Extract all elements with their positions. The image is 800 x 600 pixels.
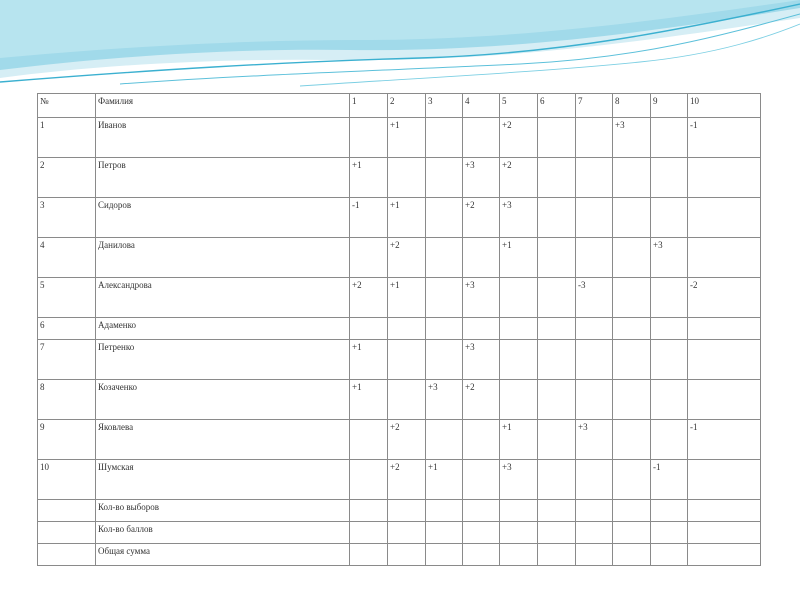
surname-cell: Данилова [96,238,350,278]
score-cell-10 [688,460,761,500]
score-cell-7 [576,158,613,198]
score-cell-7: -3 [576,278,613,318]
score-cell-8 [613,238,651,278]
score-cell-10 [688,500,761,522]
score-cell-9 [651,278,688,318]
score-cell-6 [538,278,576,318]
score-cell-5: +1 [500,420,538,460]
score-cell-6 [538,238,576,278]
score-cell-9 [651,544,688,566]
score-cell-8 [613,522,651,544]
score-cell-2: +1 [388,198,426,238]
score-cell-3 [426,544,463,566]
decorative-wave-header [0,0,800,95]
row-number-cell: 4 [38,238,96,278]
score-cell-8 [613,278,651,318]
surname-cell: Александрова [96,278,350,318]
score-cell-1 [350,420,388,460]
score-cell-2: +2 [388,420,426,460]
table-row [38,340,761,380]
score-cell-4 [463,318,500,340]
score-cell-2: +2 [388,238,426,278]
score-cell-3 [426,198,463,238]
surname-cell: Петров [96,158,350,198]
score-cell-4 [463,118,500,158]
score-cell-2: +1 [388,118,426,158]
surname-cell: Шумская [96,460,350,500]
score-cell-1 [350,500,388,522]
score-cell-9: -1 [651,460,688,500]
score-cell-4: +2 [463,380,500,420]
score-cell-3 [426,318,463,340]
row-number-cell [38,544,96,566]
score-cell-5 [500,500,538,522]
score-cell-9 [651,158,688,198]
table-row [38,158,761,198]
score-cell-6 [538,318,576,340]
table-footer-row [38,500,761,522]
score-cell-1 [350,522,388,544]
row-number-cell [38,522,96,544]
surname-cell: Адаменко [96,318,350,340]
score-cell-4 [463,420,500,460]
score-cell-10 [688,522,761,544]
score-cell-7 [576,522,613,544]
score-cell-10 [688,318,761,340]
score-cell-8 [613,340,651,380]
score-cell-3: +3 [426,380,463,420]
score-cell-8 [613,158,651,198]
header-cell: 1 [350,94,388,118]
score-cell-4 [463,460,500,500]
scores-table [37,93,761,566]
score-cell-6 [538,500,576,522]
score-cell-2 [388,340,426,380]
score-cell-4 [463,544,500,566]
score-cell-1: +2 [350,278,388,318]
score-cell-4: +2 [463,198,500,238]
header-cell: 5 [500,94,538,118]
score-cell-6 [538,380,576,420]
table-footer-row [38,522,761,544]
score-cell-4 [463,500,500,522]
table-header-row [38,94,761,118]
score-cell-10: -2 [688,278,761,318]
row-number-cell: 6 [38,318,96,340]
score-cell-4: +3 [463,278,500,318]
score-cell-6 [538,522,576,544]
score-cell-6 [538,420,576,460]
score-cell-10 [688,544,761,566]
score-cell-5: +2 [500,158,538,198]
score-cell-2: +1 [388,278,426,318]
row-number-cell: 3 [38,198,96,238]
score-cell-8 [613,420,651,460]
score-cell-9 [651,318,688,340]
score-cell-1: +1 [350,158,388,198]
score-cell-1 [350,544,388,566]
score-cell-1 [350,460,388,500]
score-cell-5 [500,522,538,544]
score-cell-5: +3 [500,460,538,500]
score-cell-3 [426,420,463,460]
score-cell-9 [651,340,688,380]
score-cell-7 [576,118,613,158]
score-cell-6 [538,460,576,500]
score-cell-4 [463,522,500,544]
surname-cell: Петренко [96,340,350,380]
score-cell-9 [651,118,688,158]
header-cell: 2 [388,94,426,118]
score-cell-5 [500,318,538,340]
score-cell-8 [613,380,651,420]
header-cell: 9 [651,94,688,118]
surname-cell: Общая сумма [96,544,350,566]
score-cell-4: +3 [463,158,500,198]
score-cell-9: +3 [651,238,688,278]
table-row [38,198,761,238]
score-cell-6 [538,158,576,198]
surname-cell: Кол-во баллов [96,522,350,544]
score-cell-2 [388,522,426,544]
table-footer-row [38,544,761,566]
table-row [38,238,761,278]
score-cell-10 [688,238,761,278]
table-row [38,318,761,340]
score-cell-8 [613,198,651,238]
score-cell-7: +3 [576,420,613,460]
score-cell-2 [388,318,426,340]
score-cell-4 [463,238,500,278]
surname-cell: Яковлева [96,420,350,460]
score-cell-3 [426,238,463,278]
score-cell-4: +3 [463,340,500,380]
surname-cell: Сидоров [96,198,350,238]
score-cell-2 [388,158,426,198]
score-cell-8 [613,460,651,500]
score-cell-3 [426,340,463,380]
score-cell-8 [613,500,651,522]
score-cell-1 [350,118,388,158]
score-cell-2 [388,544,426,566]
score-cell-5 [500,340,538,380]
table-row [38,278,761,318]
score-cell-5: +1 [500,238,538,278]
score-cell-7 [576,340,613,380]
score-cell-1: +1 [350,380,388,420]
row-number-cell: 1 [38,118,96,158]
surname-cell: Кол-во выборов [96,500,350,522]
score-cell-1: -1 [350,198,388,238]
header-cell: 3 [426,94,463,118]
score-cell-2: +2 [388,460,426,500]
score-cell-6 [538,340,576,380]
score-cell-3 [426,500,463,522]
score-cell-6 [538,198,576,238]
header-cell: Фамилия [96,94,350,118]
row-number-cell: 5 [38,278,96,318]
score-cell-1: +1 [350,340,388,380]
score-cell-8 [613,318,651,340]
score-cell-7 [576,544,613,566]
score-cell-3 [426,522,463,544]
score-cell-10: -1 [688,118,761,158]
score-cell-1 [350,318,388,340]
score-cell-10 [688,158,761,198]
score-cell-10 [688,380,761,420]
score-cell-5 [500,544,538,566]
score-cell-5: +2 [500,118,538,158]
table-row [38,420,761,460]
header-cell: 4 [463,94,500,118]
score-cell-2 [388,380,426,420]
surname-cell: Иванов [96,118,350,158]
table-row [38,460,761,500]
score-cell-10 [688,198,761,238]
score-cell-7 [576,198,613,238]
row-number-cell: 7 [38,340,96,380]
score-cell-10 [688,340,761,380]
row-number-cell [38,500,96,522]
score-cell-7 [576,318,613,340]
score-cell-3 [426,278,463,318]
header-cell: 10 [688,94,761,118]
score-cell-7 [576,380,613,420]
score-cell-9 [651,522,688,544]
row-number-cell: 9 [38,420,96,460]
row-number-cell: 10 [38,460,96,500]
score-cell-1 [350,238,388,278]
score-cell-6 [538,544,576,566]
header-cell: № [38,94,96,118]
surname-cell: Козаченко [96,380,350,420]
score-cell-5: +3 [500,198,538,238]
score-cell-3 [426,118,463,158]
header-cell: 8 [613,94,651,118]
row-number-cell: 2 [38,158,96,198]
score-cell-7 [576,460,613,500]
header-cell: 6 [538,94,576,118]
score-cell-8 [613,544,651,566]
score-cell-5 [500,380,538,420]
score-cell-9 [651,380,688,420]
table-row [38,380,761,420]
score-cell-7 [576,238,613,278]
score-cell-8: +3 [613,118,651,158]
header-cell: 7 [576,94,613,118]
row-number-cell: 8 [38,380,96,420]
score-cell-3 [426,158,463,198]
score-cell-2 [388,500,426,522]
score-cell-3: +1 [426,460,463,500]
score-cell-9 [651,198,688,238]
score-cell-9 [651,500,688,522]
score-cell-7 [576,500,613,522]
table-row [38,118,761,158]
score-cell-10: -1 [688,420,761,460]
score-cell-6 [538,118,576,158]
score-cell-5 [500,278,538,318]
score-cell-9 [651,420,688,460]
